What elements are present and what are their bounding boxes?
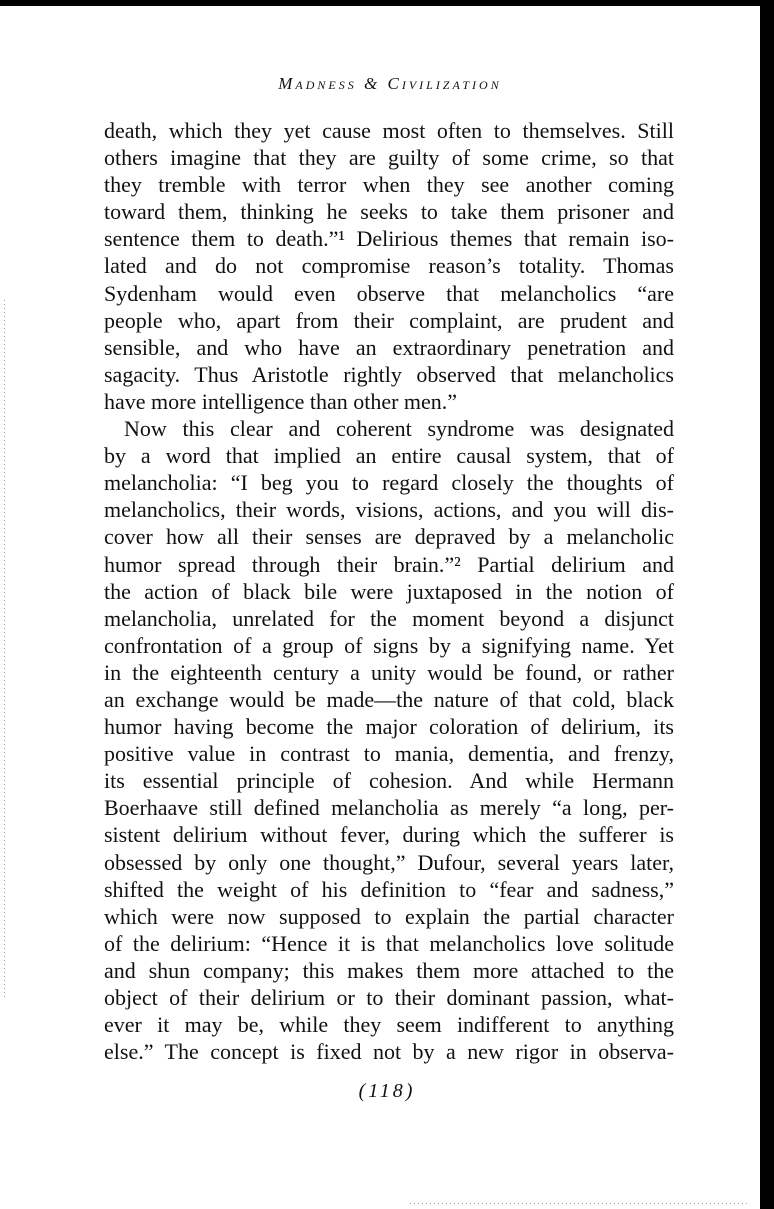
running-head-text: Madness & Civilization <box>278 74 502 93</box>
text-line: Boerhaave still defined melancholia as merely “a long, per- <box>104 795 674 821</box>
text-line: obsessed by only one thought,” Dufour, several years later, <box>104 849 674 875</box>
text-line: in the eighteenth century a unity would be found, or rather <box>104 659 674 685</box>
body-text <box>104 117 674 1065</box>
text-line: they tremble with terror when they see another coming <box>104 172 674 198</box>
text-line: sentence them to death.”¹ Delirious themes that remain iso- <box>104 226 674 252</box>
text-line: an exchange would be made—the nature of that cold, black <box>104 686 674 712</box>
text-line: confrontation of a group of signs by a signifying name. Yet <box>104 632 674 658</box>
running-head <box>0 74 774 94</box>
text-line: shifted the weight of his definition to “fear and sadness,” <box>104 876 674 902</box>
text-line: sistent delirium without fever, during which the sufferer is <box>104 822 674 848</box>
text-line: positive value in contrast to mania, dementia, and frenzy, <box>104 741 674 767</box>
text-line: melancholia, unrelated for the moment beyond a disjunct <box>104 605 674 631</box>
scan-edge-bottom <box>410 1203 750 1204</box>
text-line: and shun company; this makes them more attached to the <box>104 957 674 983</box>
page-number: (118) <box>358 1080 416 1102</box>
text-line: Sydenham would even observe that melancholics “are <box>104 280 674 306</box>
text-line: lated and do not compromise reason’s totality. Thomas <box>104 253 674 279</box>
text-line: humor spread through their brain.”² Partial delirium and <box>104 551 674 577</box>
text-line: toward them, thinking he seeks to take them prisoner and <box>104 199 674 225</box>
text-line: sensible, and who have an extraordinary penetration and <box>104 334 674 360</box>
text-line: death, which they yet cause most often to themselves. Still <box>104 118 674 143</box>
scan-edge-left <box>4 300 5 1000</box>
text-line: which were now supposed to explain the partial character <box>104 903 674 929</box>
paragraph-start-line: Now this clear and coherent syndrome was designated <box>124 416 674 442</box>
scan-border-right <box>760 0 774 1209</box>
text-line: by a word that implied an entire causal system, that of <box>104 443 674 469</box>
text-line: melancholia: “I beg you to regard closely the thoughts of <box>104 470 674 496</box>
scan-border-top <box>0 0 774 6</box>
text-line: melancholics, their words, visions, actions, and you will dis- <box>104 497 674 523</box>
text-line: others imagine that they are guilty of some crime, so that <box>104 145 674 171</box>
text-line: of the delirium: “Hence it is that melancholics love solitude <box>104 930 674 956</box>
text-line: sagacity. Thus Aristotle rightly observed that melancholics <box>104 361 674 387</box>
text-line: ever it may be, while they seem indifferent to anything <box>104 1012 674 1038</box>
text-line: cover how all their senses are depraved by a melancholic <box>104 524 674 550</box>
text-line: object of their delirium or to their dominant passion, what- <box>104 985 674 1010</box>
text-line: humor having become the major coloration of delirium, its <box>104 714 674 740</box>
text-line: people who, apart from their complaint, are prudent and <box>104 307 674 333</box>
paragraph-end-line: have more intelligence than other men.” <box>104 388 458 414</box>
text-line: the action of black bile were juxtaposed in the notion of <box>104 578 674 604</box>
text-line: its essential principle of cohesion. And while Hermann <box>104 768 674 794</box>
text-line: else.” The concept is fixed not by a new rigor in observa- <box>104 1039 674 1065</box>
